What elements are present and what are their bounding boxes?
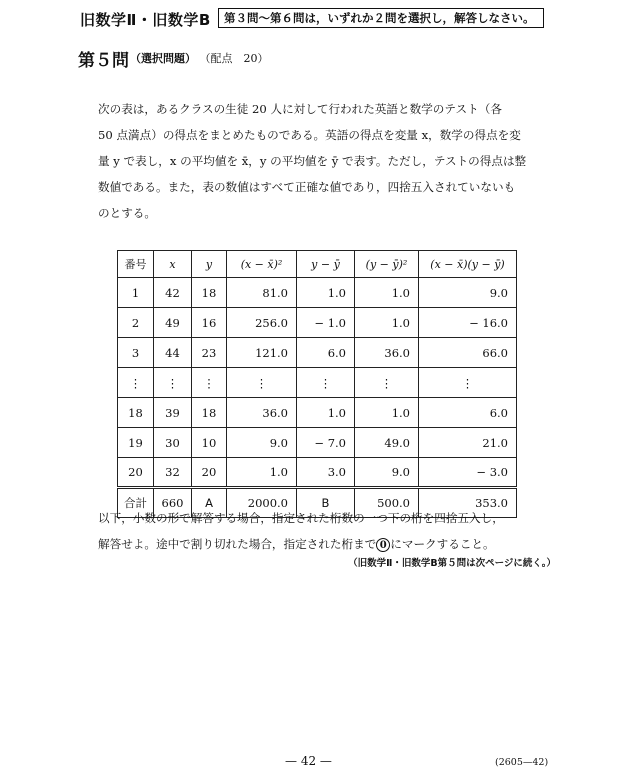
table-cell: 3.0 [297, 458, 355, 488]
page-number: — 42 — [285, 754, 332, 768]
table-cell: 121.0 [227, 338, 297, 368]
table-cell: ⋮ [297, 368, 355, 398]
table-cell: 32 [154, 458, 192, 488]
table-cell: 18 [192, 278, 227, 308]
table-cell: 18 [118, 398, 154, 428]
score-table [117, 250, 517, 518]
table-cell: 49 [154, 308, 192, 338]
instruction-line: 以下，小数の形で解答する場合，指定された桁数の一つ下の桁を四捨五入し， [98, 511, 504, 525]
table-cell: 1.0 [355, 398, 419, 428]
mark-zero-icon: 0 [376, 538, 390, 552]
table-row [118, 428, 517, 458]
instruction-box: 第３問～第６問は，いずれか２問を選択し，解答しなさい。 [218, 8, 544, 28]
table-cell: 20 [192, 458, 227, 488]
question-meta [130, 50, 269, 66]
table-cell: 1 [118, 278, 154, 308]
instruction-text: 解答せよ。途中で割り切れた場合，指定された桁まで [98, 537, 377, 551]
table-cell: − 1.0 [297, 308, 355, 338]
table-cell: ⋮ [227, 368, 297, 398]
table-cell: 6.0 [419, 398, 517, 428]
header-cell: (x − x̄)² [227, 251, 297, 278]
answer-blank-b: B [297, 488, 355, 518]
table-cell: ⋮ [419, 368, 517, 398]
table-cell: ⋮ [118, 368, 154, 398]
header-cell: y [192, 251, 227, 278]
table-cell: 36.0 [355, 338, 419, 368]
question-title: 第５問 [78, 51, 129, 71]
table-cell: 6.0 [297, 338, 355, 368]
table-cell: 36.0 [227, 398, 297, 428]
table-cell: 20 [118, 458, 154, 488]
total-x: 660 [154, 488, 192, 518]
table-cell: 9.0 [227, 428, 297, 458]
intro-line: 量 y で表し，x の平均値を x̄，y の平均値を ȳ で表す。ただし，テストの得点は整 [98, 154, 527, 168]
question-points: （配点 20） [199, 52, 269, 65]
table-cell: ⋮ [154, 368, 192, 398]
intro-paragraph [98, 96, 556, 226]
table-cell: 39 [154, 398, 192, 428]
header-cell: (x − x̄)(y − ȳ) [419, 251, 517, 278]
instruction-line [98, 531, 556, 557]
table-cell: 21.0 [419, 428, 517, 458]
table-cell: 9.0 [355, 458, 419, 488]
table-row [118, 398, 517, 428]
table-cell: 23 [192, 338, 227, 368]
table-row [118, 338, 517, 368]
table-header-row [118, 251, 517, 278]
table-cell: 19 [118, 428, 154, 458]
header-cell: (y − ȳ)² [355, 251, 419, 278]
table-cell: 16 [192, 308, 227, 338]
question-type: （選択問題） [130, 52, 196, 65]
table-cell: 1.0 [355, 308, 419, 338]
table-cell: 1.0 [227, 458, 297, 488]
intro-line: のとする。 [98, 206, 156, 220]
intro-line: 数値である。また，表の数値はすべて正確な値であり，四捨五入されていないも [98, 180, 516, 194]
table-row [118, 278, 517, 308]
table-cell: 256.0 [227, 308, 297, 338]
table-cell: 2 [118, 308, 154, 338]
table-cell: 1.0 [355, 278, 419, 308]
table-row [118, 458, 517, 488]
table-cell: 42 [154, 278, 192, 308]
table-cell: − 16.0 [419, 308, 517, 338]
continue-note: （旧数学Ⅱ・旧数学B第５問は次ページに続く。） [348, 558, 556, 569]
table-cell: 49.0 [355, 428, 419, 458]
table-cell: 1.0 [297, 398, 355, 428]
intro-line: 次の表は，あるクラスの生徒 20 人に対して行われた英語と数学のテスト（各 [98, 102, 502, 116]
instruction-text: にマークすること。 [390, 537, 495, 551]
subject-header: 旧数学Ⅱ・旧数学B [80, 11, 211, 29]
header-cell: x [154, 251, 192, 278]
table-row-ellipsis [118, 368, 517, 398]
table-cell: − 3.0 [419, 458, 517, 488]
table-cell: 66.0 [419, 338, 517, 368]
table-cell: 30 [154, 428, 192, 458]
total-x-dev-sq: 2000.0 [227, 488, 297, 518]
header-cell: 番号 [118, 251, 154, 278]
answer-blank-a: A [192, 488, 227, 518]
table-cell: 9.0 [419, 278, 517, 308]
header-cell: y − ȳ [297, 251, 355, 278]
total-y-dev-sq: 500.0 [355, 488, 419, 518]
answer-instructions [98, 505, 556, 557]
table-cell: 81.0 [227, 278, 297, 308]
table-cell: 18 [192, 398, 227, 428]
table-cell: 10 [192, 428, 227, 458]
table-cell: ⋮ [192, 368, 227, 398]
table-cell: − 7.0 [297, 428, 355, 458]
table-cell: 3 [118, 338, 154, 368]
intro-line: 50 点満点）の得点をまとめたものである。英語の得点を変量 x，数学の得点を変 [98, 128, 521, 142]
table-row [118, 308, 517, 338]
table-cell: ⋮ [355, 368, 419, 398]
total-label: 合計 [118, 488, 154, 518]
total-product: 353.0 [419, 488, 517, 518]
page-code: (2605—42) [495, 757, 549, 768]
table-cell: 1.0 [297, 278, 355, 308]
table-cell: 44 [154, 338, 192, 368]
